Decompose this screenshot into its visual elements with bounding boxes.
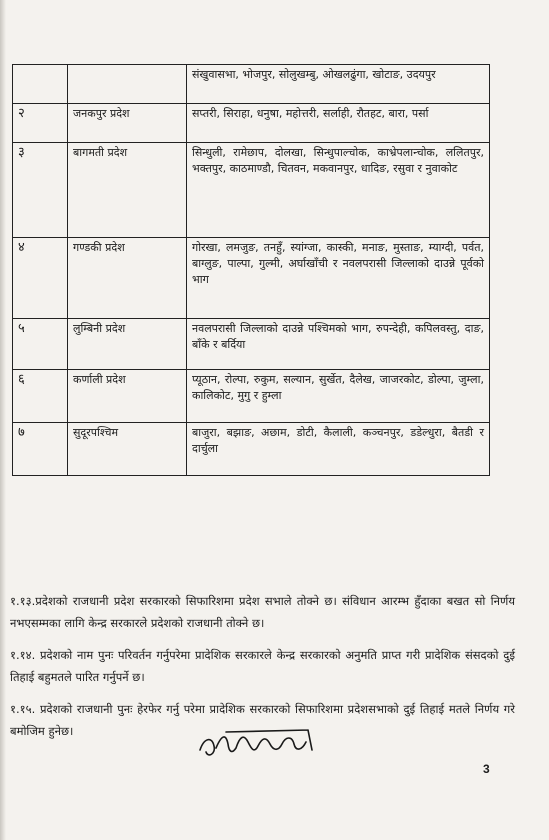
province-name: लुम्बिनी प्रदेश bbox=[68, 319, 187, 370]
clause-1-14: १.१४. प्रदेशको नाम पुनः परिवर्तन गर्नुपरेमा प्रादेशिक सरकारले केन्द्र सरकारको अनुमति प्राप्त गरी प्रादेशिक संसदको दुई तिहाई बहुमतले पारित गर्नुपर्ने छ। bbox=[10, 647, 515, 684]
district-list: सप्तरी, सिराहा, धनुषा, महोत्तरी, सर्लाही, रौतहट, बारा, पर्सा bbox=[187, 104, 490, 143]
clause-1-13: १.१३.प्रदेशको राजधानी प्रदेश सरकारको सिफारिशमा प्रदेश सभाले तोक्ने छ। संविधान आरम्भ हुँदाका बखत सो निर्णय नभएसम्मका लागि केन्द्र सरकारले प्रदेशको राजधानी तोक्ने छ। bbox=[10, 593, 515, 630]
scan-edge bbox=[0, 0, 6, 840]
province-name: गण्डकी प्रदेश bbox=[68, 238, 187, 319]
province-name: जनकपुर प्रदेश bbox=[68, 104, 187, 143]
table-row bbox=[13, 104, 490, 143]
province-name bbox=[68, 65, 187, 104]
row-number: ४ bbox=[13, 238, 68, 319]
table-row bbox=[13, 65, 490, 104]
row-number: ७ bbox=[13, 423, 68, 476]
province-name: बागमती प्रदेश bbox=[68, 143, 187, 238]
row-number: ५ bbox=[13, 319, 68, 370]
district-list: सिन्धुली, रामेछाप, दोलखा, सिन्धुपाल्चोक, काभ्रेपलान्चोक, ललितपुर, भक्तपुर, काठमाण्डौ, चितवन, मकवानपुर, धादिङ, रसुवा र नुवाकोट bbox=[187, 143, 490, 238]
row-number: २ bbox=[13, 104, 68, 143]
table-row bbox=[13, 423, 490, 476]
row-number: ६ bbox=[13, 370, 68, 423]
province-name: सुदूरपश्चिम bbox=[68, 423, 187, 476]
clause-1-15: १.१५. प्रदेशको राजधानी पुनः हेरफेर गर्नु परेमा प्रादेशिक सरकारको सिफारिशमा प्रदेशसभाको दुई तिहाई मतले निर्णय गरे बमोजिम हुनेछ। bbox=[10, 701, 515, 738]
table-row bbox=[13, 319, 490, 370]
district-list: नवलपरासी जिल्लाको दाउन्ने पश्चिमको भाग, रुपन्देही, कपिलवस्तु, दाङ, बाँके र बर्दिया bbox=[187, 319, 490, 370]
page-number: 3 bbox=[483, 762, 490, 776]
district-list: संखुवासभा, भोजपुर, सोलुखम्बु, ओखलढुंगा, खोटाङ, उदयपुर bbox=[187, 65, 490, 104]
handwritten-signature bbox=[196, 724, 326, 764]
district-list: गोरखा, लमजुङ, तनहुँ, स्यांग्जा, कास्की, मनाङ, मुस्ताङ, म्याग्दी, पर्वत, बाग्लुङ, पाल्पा, गुल्मी, अर्घाखाँची र नवलपरासी जिल्लाको दाउन्ने पूर्वको भाग bbox=[187, 238, 490, 319]
province-name: कर्णाली प्रदेश bbox=[68, 370, 187, 423]
table-row bbox=[13, 143, 490, 238]
row-number bbox=[13, 65, 68, 104]
table-row bbox=[13, 370, 490, 423]
district-list: बाजुरा, बझाङ, अछाम, डोटी, कैलाली, कञ्चनपुर, डडेल्धुरा, बैतडी र दार्चुला bbox=[187, 423, 490, 476]
province-table bbox=[12, 64, 490, 476]
table-row bbox=[13, 238, 490, 319]
row-number: ३ bbox=[13, 143, 68, 238]
district-list: प्यूठान, रोल्पा, रुकुम, सल्यान, सुर्खेत, दैलेख, जाजरकोट, डोल्पा, जुम्ला, कालिकोट, मुगु र हुम्ला bbox=[187, 370, 490, 423]
